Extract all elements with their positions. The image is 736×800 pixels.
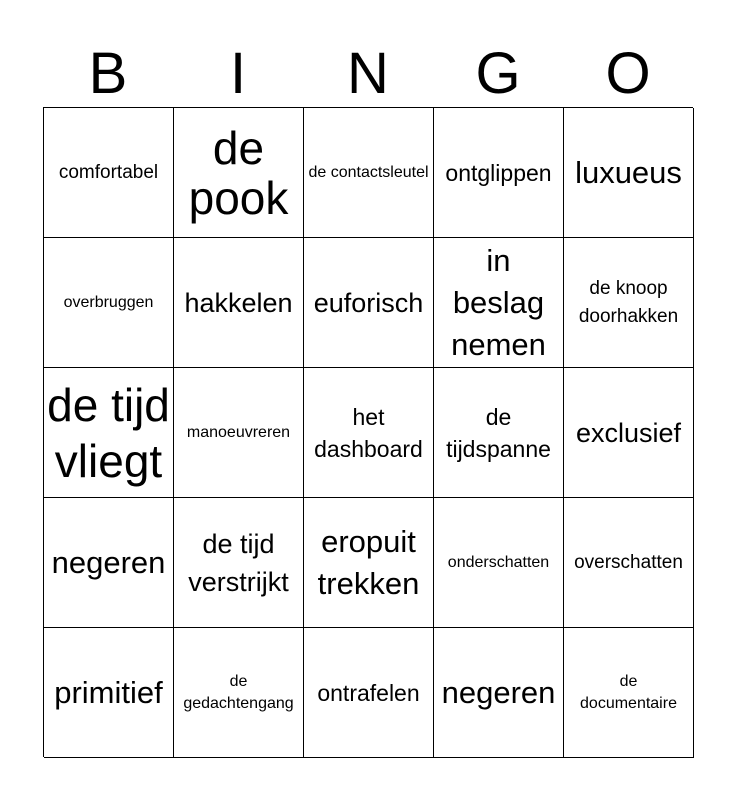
bingo-cell-text: negeren xyxy=(51,544,166,580)
bingo-cell-text: onderschatten xyxy=(447,553,550,571)
bingo-cell-text: in beslag nemen xyxy=(451,242,546,362)
bingo-cell-text: exclusief xyxy=(575,417,682,448)
bingo-header xyxy=(43,40,693,108)
bingo-cell[interactable] xyxy=(304,108,434,238)
bingo-cell-text: hakkelen xyxy=(184,287,293,318)
bingo-cell-text: euforisch xyxy=(313,287,424,318)
bingo-cell[interactable] xyxy=(174,628,304,758)
bingo-cell-text: negeren xyxy=(441,674,556,710)
bingo-cell[interactable] xyxy=(44,108,174,238)
bingo-cell[interactable] xyxy=(564,238,694,368)
bingo-cell-text: manoeuvreren xyxy=(186,423,291,441)
bingo-cell-text: de contactsleutel xyxy=(308,163,429,181)
bingo-cell-text: de knoop doorhakken xyxy=(578,277,679,327)
bingo-cell-text: luxueus xyxy=(575,154,682,190)
bingo-cell[interactable] xyxy=(564,628,694,758)
header-letter-n: N xyxy=(347,41,389,106)
bingo-cell[interactable] xyxy=(44,368,174,498)
bingo-cell[interactable] xyxy=(434,238,564,368)
bingo-cell[interactable] xyxy=(44,238,174,368)
bingo-cell-text: het dashboard xyxy=(314,403,423,462)
header-letter-b: B xyxy=(88,41,128,106)
bingo-cell[interactable] xyxy=(434,368,564,498)
bingo-cell[interactable] xyxy=(304,628,434,758)
bingo-cell-text: de documentaire xyxy=(580,672,677,712)
bingo-cell[interactable] xyxy=(304,238,434,368)
bingo-cell-text: de tijd vliegt xyxy=(47,378,170,487)
bingo-cell-text: overschatten xyxy=(574,551,683,573)
bingo-cell[interactable] xyxy=(304,498,434,628)
bingo-cell-text: ontglippen xyxy=(445,159,552,186)
header-letter-i: I xyxy=(229,41,247,106)
bingo-cell[interactable] xyxy=(434,628,564,758)
header-letter-g: G xyxy=(475,41,521,106)
bingo-cell-text: overbruggen xyxy=(63,293,154,311)
bingo-cell-text: comfortabel xyxy=(58,161,159,183)
bingo-cell[interactable] xyxy=(564,498,694,628)
bingo-cell[interactable] xyxy=(174,238,304,368)
bingo-cell[interactable] xyxy=(564,108,694,238)
bingo-cell[interactable] xyxy=(174,108,304,238)
bingo-cell-text: de pook xyxy=(188,121,289,224)
bingo-cell[interactable] xyxy=(564,368,694,498)
bingo-cell[interactable] xyxy=(174,498,304,628)
bingo-cell[interactable] xyxy=(304,368,434,498)
bingo-cell[interactable] xyxy=(44,628,174,758)
bingo-cell-text: de tijd verstrijkt xyxy=(188,528,289,597)
bingo-cell-text: primitief xyxy=(54,674,163,710)
bingo-cell-text: ontrafelen xyxy=(317,679,420,706)
bingo-cell[interactable] xyxy=(434,108,564,238)
bingo-card-grid xyxy=(43,107,693,757)
bingo-cell[interactable] xyxy=(434,498,564,628)
header-letter-o: O xyxy=(605,41,651,106)
bingo-cell-text: eropuit trekken xyxy=(317,523,420,601)
bingo-cell[interactable] xyxy=(174,368,304,498)
bingo-cell[interactable] xyxy=(44,498,174,628)
bingo-cell-text: de gedachtengang xyxy=(183,672,294,712)
bingo-cell-text: de tijdspanne xyxy=(446,403,551,462)
